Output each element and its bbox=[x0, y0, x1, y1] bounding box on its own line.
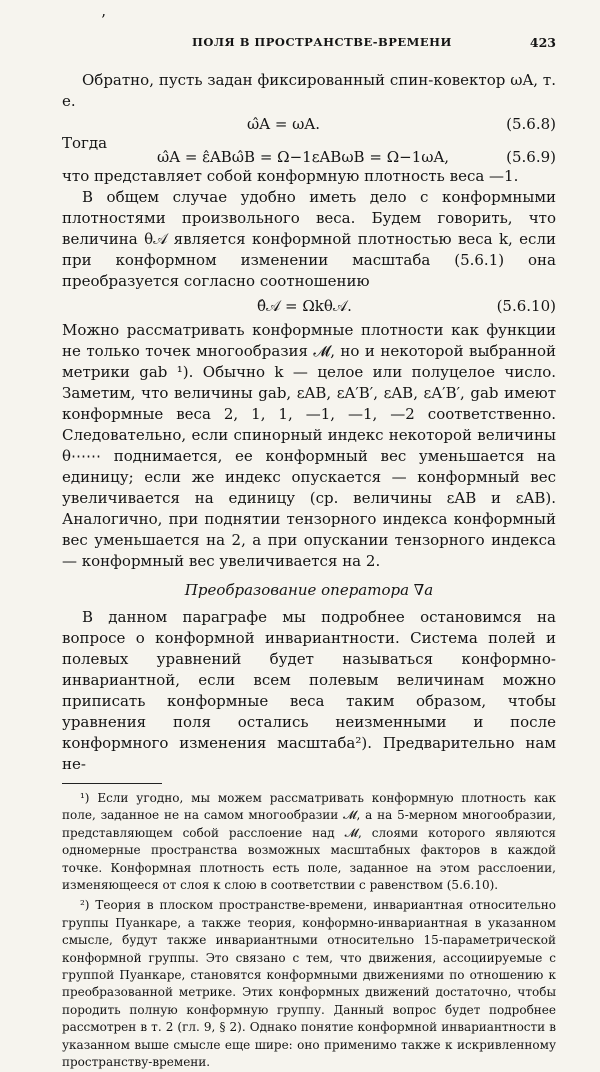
equation-5-6-10 bbox=[62, 292, 556, 320]
equation-expression: ω̂A = ωA. bbox=[247, 115, 321, 133]
footnote-separator bbox=[62, 783, 162, 784]
equation-number: (5.6.10) bbox=[496, 297, 556, 315]
page-body bbox=[62, 70, 556, 1072]
equation-number: (5.6.9) bbox=[506, 148, 556, 166]
equation-number: (5.6.8) bbox=[506, 115, 556, 133]
section-heading: Преобразование оператора ∇a bbox=[184, 581, 434, 599]
margin-mark: ’ bbox=[101, 11, 106, 29]
paragraph-3: В общем случае удобно иметь дело с конформными плотностями произвольного веса. Будем говорить, что величина θ𝒜 является конформной плотностью веса k, если при конформном изменении масштаба (5.6.1) она преобразуется согласно соотношению bbox=[62, 188, 556, 290]
equation-5-6-9 bbox=[62, 136, 556, 166]
paragraph-4: Можно рассматривать конформные плотности как функции не только точек многообразия 𝓜, но и некоторой выбранной метрики gab ¹). Обычно k — целое или полуцелое число. Заметим, что величины gab, εAB, εA′B′, εAB, εA′B′, gab имеют конформные веса 2, 1, 1, —1, —1, —2 соответственно. Следовательно, если спинорный индекс некоторой величины θ⋯⋯ поднимается, ее конформный вес уменьшается на единицу; если же индекс опускается — конформный вес увеличивается на единицу (ср. величины εAB и εAB). Аналогично, при поднятии тензорного индекса конформный вес уменьшается на 2, а при опускании тензорного индекса — конформный вес увеличивается на 2. bbox=[62, 321, 556, 570]
equation-expression: θ̂𝒜 = Ωkθ𝒜. bbox=[257, 297, 352, 315]
footnote-1: ¹) Если угодно, мы можем рассматривать конформную плотность как поле, заданное не на самом многообразии 𝓜, а на 5-мерном многообразии, представляющем собой расслоение над 𝓜, слоями которого являются одномерные пространства возможных масштабных факторов в каждой точке. Конформная плотность есть поле, заданное на этом расслоении, изменяющееся от слоя к слою в соответствии с равенством (5.6.10). bbox=[62, 791, 556, 893]
paragraph-5: В данном параграфе мы подробнее остановимся на вопросе о конформной инвариантности. Система полей и полевых уравнений будет называться конформно-инвариантной, если всем полевым величинам можно приписать конформные веса таким образом, чтобы уравнения поля остались неизменными и после конформного изменения масштаба²). Предварительно нам не- bbox=[62, 608, 556, 773]
page-header bbox=[62, 35, 556, 55]
word-togda: Тогда bbox=[62, 134, 108, 152]
equation-expression: ω̂A = ε̂ABω̂B = Ω−1εABωB = Ω−1ωA, bbox=[157, 148, 450, 166]
footnote-2: ²) Теория в плоском пространстве-времени, инвариантная относительно группы Пуанкаре, а также теория, конформно-инвариантная в указанном смысле, будут также инвариантными относительно 15-параметрической конформной группы. Это связано с тем, что движения, ассоциируемые с группой Пуанкаре, становятся конформными движениями по отношению к преобразованной метрике. Этих конформных движений достаточно, чтобы породить полную конформную группу. Данный вопрос будет подробнее рассмотрен в т. 2 (гл. 9, § 2). Однако понятие конформной инвариантности в указанном выше смысле еще шире: оно применимо также к искривленному пространству-времени. bbox=[62, 898, 556, 1070]
paragraph-1: Обратно, пусть задан фиксированный спин-ковектор ωA, т. е. bbox=[62, 71, 556, 110]
equation-5-6-8 bbox=[62, 112, 556, 136]
paragraph-2: что представляет собой конформную плотность веса —1. bbox=[62, 167, 519, 185]
page-number: 423 bbox=[529, 35, 556, 50]
running-title: ПОЛЯ В ПРОСТРАНСТВЕ-ВРЕМЕНИ bbox=[192, 35, 452, 49]
